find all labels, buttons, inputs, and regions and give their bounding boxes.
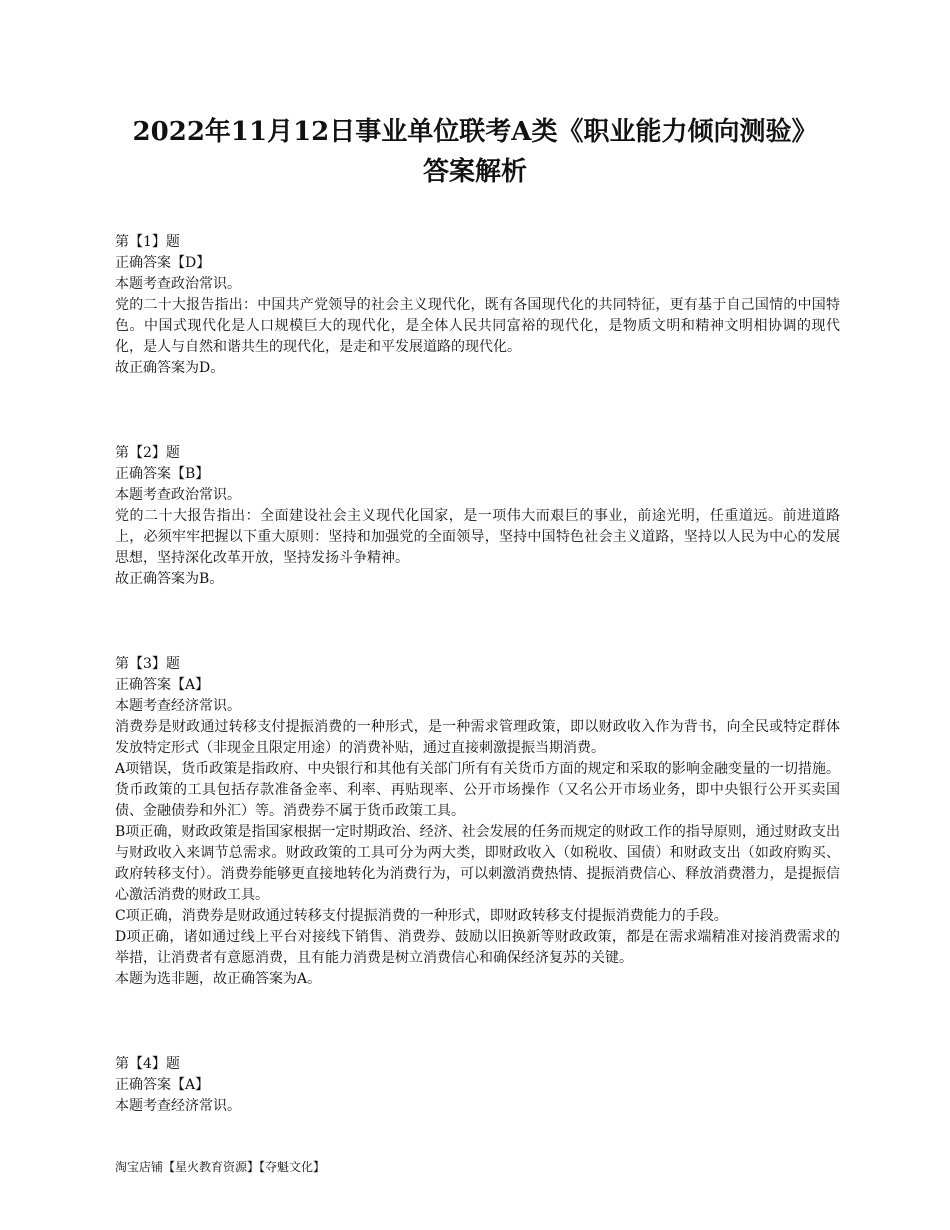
title-line-1: 2022年11月12日事业单位联考A类《职业能力倾向测验》 xyxy=(132,117,818,147)
explanation-line: 故正确答案为B。 xyxy=(115,571,224,587)
explanation-line: A项错误，货币政策是指政府、中央银行和其他有关部门所有有关货币方面的规定和采取的影响金融变量的一切措施。货币政策的工具包括存款准备金率、利率、再贴现率、公开市场操作（又名公开市场业务，即中央银行公开买卖国债、金融债券和外汇）等。消费券不属于货币政策工具。 xyxy=(115,761,840,819)
explanation-line: 党的二十大报告指出：全面建设社会主义现代化国家，是一项伟大而艰巨的事业，前途光明，任重道远。前进道路上，必须牢牢把握以下重大原则：坚持和加强党的全面领导，坚持中国特色社会主义道路，坚持以人民为中心的发展思想，坚持深化改革开放，坚持发扬斗争精神。 xyxy=(115,508,840,566)
question-2 xyxy=(115,443,840,590)
question-header: 第【2】题 xyxy=(115,445,180,461)
page-footer: 淘宝店铺【星火教育资源】【夺魁文化】 xyxy=(115,1160,326,1174)
question-header: 第【3】题 xyxy=(115,656,180,672)
correct-answer: 正确答案【A】 xyxy=(115,1077,210,1093)
question-1 xyxy=(115,232,840,379)
correct-answer: 正确答案【A】 xyxy=(115,677,210,693)
answer-content xyxy=(115,232,840,1117)
correct-answer: 正确答案【B】 xyxy=(115,466,210,482)
explanation-line: D项正确，诸如通过线上平台对接线下销售、消费券、鼓励以旧换新等财政政策，都是在需求端精准对接消费需求的举措，让消费者有意愿消费，且有能力消费是树立消费信心和确保经济复苏的关键。 xyxy=(115,929,840,966)
question-4 xyxy=(115,1054,840,1117)
question-3 xyxy=(115,654,840,990)
explanation-line: 消费券是财政通过转移支付提振消费的一种形式，是一种需求管理政策，即以财政收入作为背书，向全民或特定群体发放特定形式（非现金且限定用途）的消费补贴，通过直接刺激提振当期消费。 xyxy=(115,719,840,756)
question-header: 第【1】题 xyxy=(115,234,180,250)
explanation-line: 故正确答案为D。 xyxy=(115,360,225,376)
title-line-2: 答案解析 xyxy=(422,157,527,187)
explanation-line: B项正确，财政政策是指国家根据一定时期政治、经济、社会发展的任务而规定的财政工作的指导原则，通过财政支出与财政收入来调节总需求。财政政策的工具可分为两大类，即财政收入（如税收、国债）和财政支出（如政府购买、政府转移支付）。消费券能够更直接地转化为消费行为，可以刺激消费热情、提振消费信心、释放消费潜力，是提振信心激活消费的财政工具。 xyxy=(115,824,840,903)
explanation-line: 本题考查政治常识。 xyxy=(115,276,241,292)
correct-answer: 正确答案【D】 xyxy=(115,255,211,271)
document-title xyxy=(0,112,950,192)
explanation-line: 本题考查经济常识。 xyxy=(115,698,241,714)
explanation-line: 本题考查政治常识。 xyxy=(115,487,241,503)
explanation-line: C项正确，消费券是财政通过转移支付提振消费的一种形式，即财政转移支付提振消费能力的手段。 xyxy=(115,908,728,924)
explanation-line: 本题考查经济常识。 xyxy=(115,1098,241,1114)
explanation-line: 本题为选非题，故正确答案为A。 xyxy=(115,971,322,987)
question-header: 第【4】题 xyxy=(115,1056,180,1072)
explanation-line: 党的二十大报告指出：中国共产党领导的社会主义现代化，既有各国现代化的共同特征，更有基于自己国情的中国特色。中国式现代化是人口规模巨大的现代化，是全体人民共同富裕的现代化，是物质文明和精神文明相协调的现代化，是人与自然和谐共生的现代化，是走和平发展道路的现代化。 xyxy=(115,297,840,355)
